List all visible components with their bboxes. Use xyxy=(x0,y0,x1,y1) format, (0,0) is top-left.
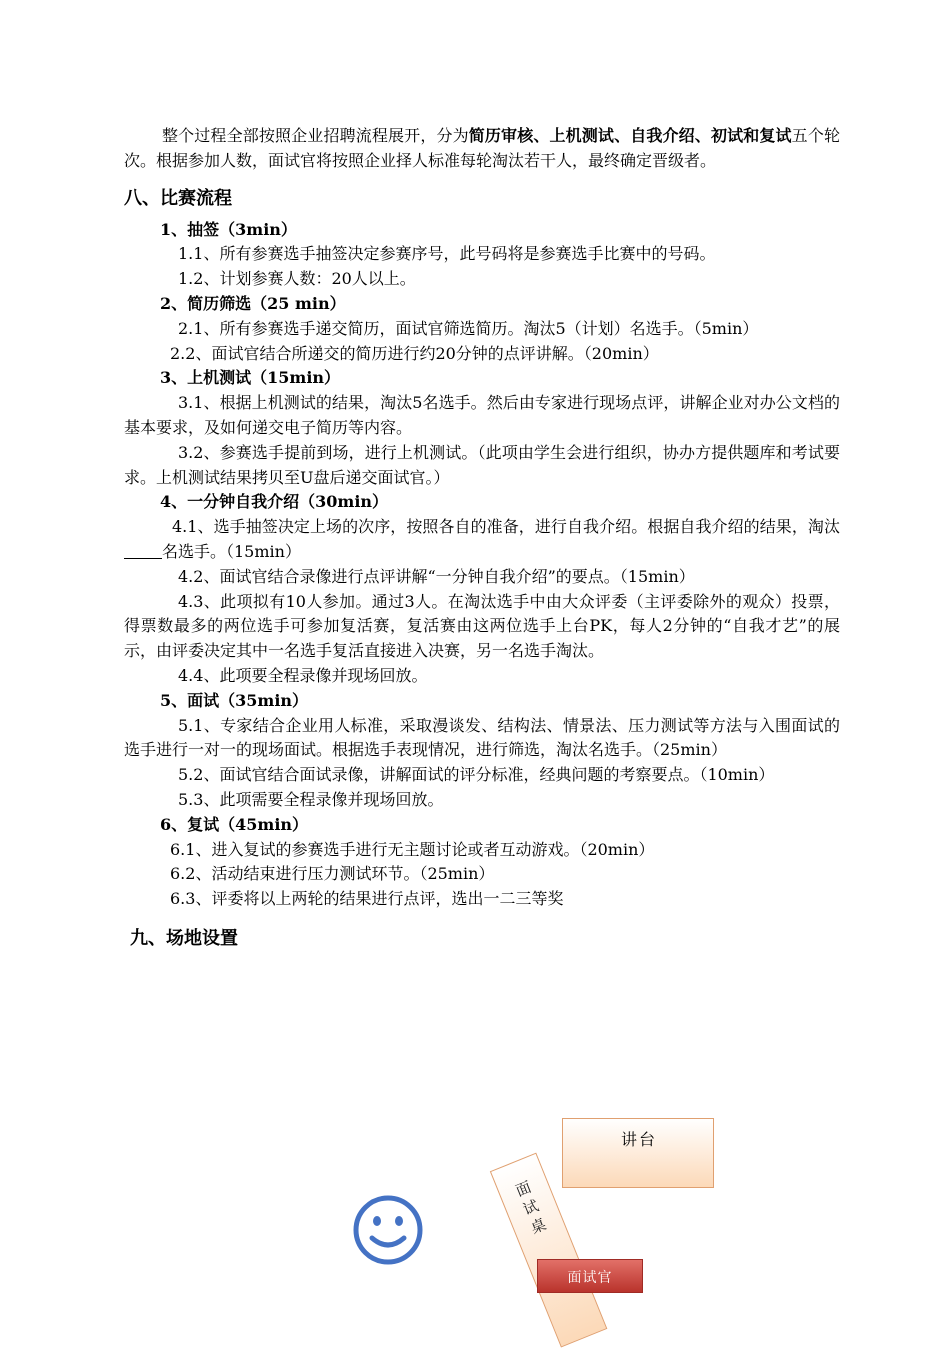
step-2-title: 2、简历筛选（25 min） xyxy=(160,293,346,313)
step-3-title: 3、上机测试（15min） xyxy=(160,368,341,388)
smiley-face-icon xyxy=(352,1194,424,1266)
step-1-title: 1、抽签（3min） xyxy=(160,219,297,239)
step-2-2: 2.2、面试官结合所递交的简历进行约20分钟的点评讲解。（20min） xyxy=(170,343,659,363)
step-5-2: 5.2、面试官结合面试录像，讲解面试的评分标准，经典问题的考察要点。（10min） xyxy=(178,765,775,785)
stage-label: 讲台 xyxy=(621,1130,658,1149)
step-4-1-text-end: 名选手。（15min） xyxy=(162,541,301,561)
step-6-title: 6、复试（45min） xyxy=(160,814,309,834)
step-4-3: 4.3、此项拟有10人参加。通过3人。在淘汰选手中由大众评委（主评委除外的观众）投票，得票数最多的两位选手可参加复活赛，复活赛由这两位选手上台PK，每人2分钟的“自我才艺”的展示，由评委决定其中一名选手复活直接进入决赛，另一名选手淘汰。 xyxy=(124,591,840,661)
intro-text-end: 五个轮次。根据参加人数，面试官将按照企业择人标准每轮淘汰若干人，最终确定晋级者。 xyxy=(124,126,840,170)
interviewer-box xyxy=(537,1259,643,1293)
step-6-2: 6.2、活动结束进行压力测试环节。（25min） xyxy=(170,864,495,884)
step-4-title: 4、一分钟自我介绍（30min） xyxy=(160,492,389,512)
step-2-1: 2.1、所有参赛选手递交简历，面试官筛选简历。淘汰5（计划）名选手。（5min） xyxy=(178,318,759,338)
desk-label: 面试桌 xyxy=(513,1177,549,1238)
interviewer-label: 面试官 xyxy=(567,1270,613,1286)
step-5-3: 5.3、此项需要全程录像并现场回放。 xyxy=(178,789,444,809)
step-1-2: 1.2、计划参赛人数：20人以上。 xyxy=(178,269,416,289)
step-6-3: 6.3、评委将以上两轮的结果进行点评，选出一二三等奖 xyxy=(170,889,564,909)
step-4-4: 4.4、此项要全程录像并现场回放。 xyxy=(178,665,428,685)
step-6-1: 6.1、进入复试的参赛选手进行无主题讨论或者互动游戏。（20min） xyxy=(170,839,655,859)
step-4-1 xyxy=(124,515,840,565)
document-body xyxy=(124,124,840,958)
step-5-title: 5、面试（35min） xyxy=(160,690,309,710)
stage-box xyxy=(562,1118,714,1188)
step-5-1: 5.1、专家结合企业用人标准，采取漫谈发、结构法、情景法、压力测试等方法与入围面试的选手进行一对一的现场面试。根据选手表现情况，进行筛选，淘汰名选手。（25min） xyxy=(124,715,840,760)
step-3-1: 3.1、根据上机测试的结果，淘汰5名选手。然后由专家进行现场点评，讲解企业对办公文档的基本要求，及如何递交电子简历等内容。 xyxy=(124,393,840,437)
fill-blank xyxy=(124,542,162,559)
intro-paragraph xyxy=(124,124,840,174)
step-1-1: 1.1、所有参赛选手抽签决定参赛序号，此号码将是参赛选手比赛中的号码。 xyxy=(178,244,716,264)
section-heading-8: 八、比赛流程 xyxy=(124,187,232,209)
section-heading-9: 九、场地设置 xyxy=(130,927,238,949)
step-3-2: 3.2、参赛选手提前到场，进行上机测试。（此项由学生会进行组织，协办方提供题库和考试要求。上机测试结果拷贝至U盘后递交面试官。） xyxy=(124,442,840,487)
step-4-2: 4.2、面试官结合录像进行点评讲解“一分钟自我介绍”的要点。（15min） xyxy=(178,566,695,586)
intro-rounds: 简历审核、上机测试、自我介绍、初试和复试 xyxy=(468,126,792,145)
intro-text: 整个过程全部按照企业招聘流程展开，分为 xyxy=(162,126,469,145)
step-4-1-text: 4.1、选手抽签决定上场的次序，按照各自的准备，进行自我介绍。根据自我介绍的结果，淘汰 xyxy=(172,517,840,537)
